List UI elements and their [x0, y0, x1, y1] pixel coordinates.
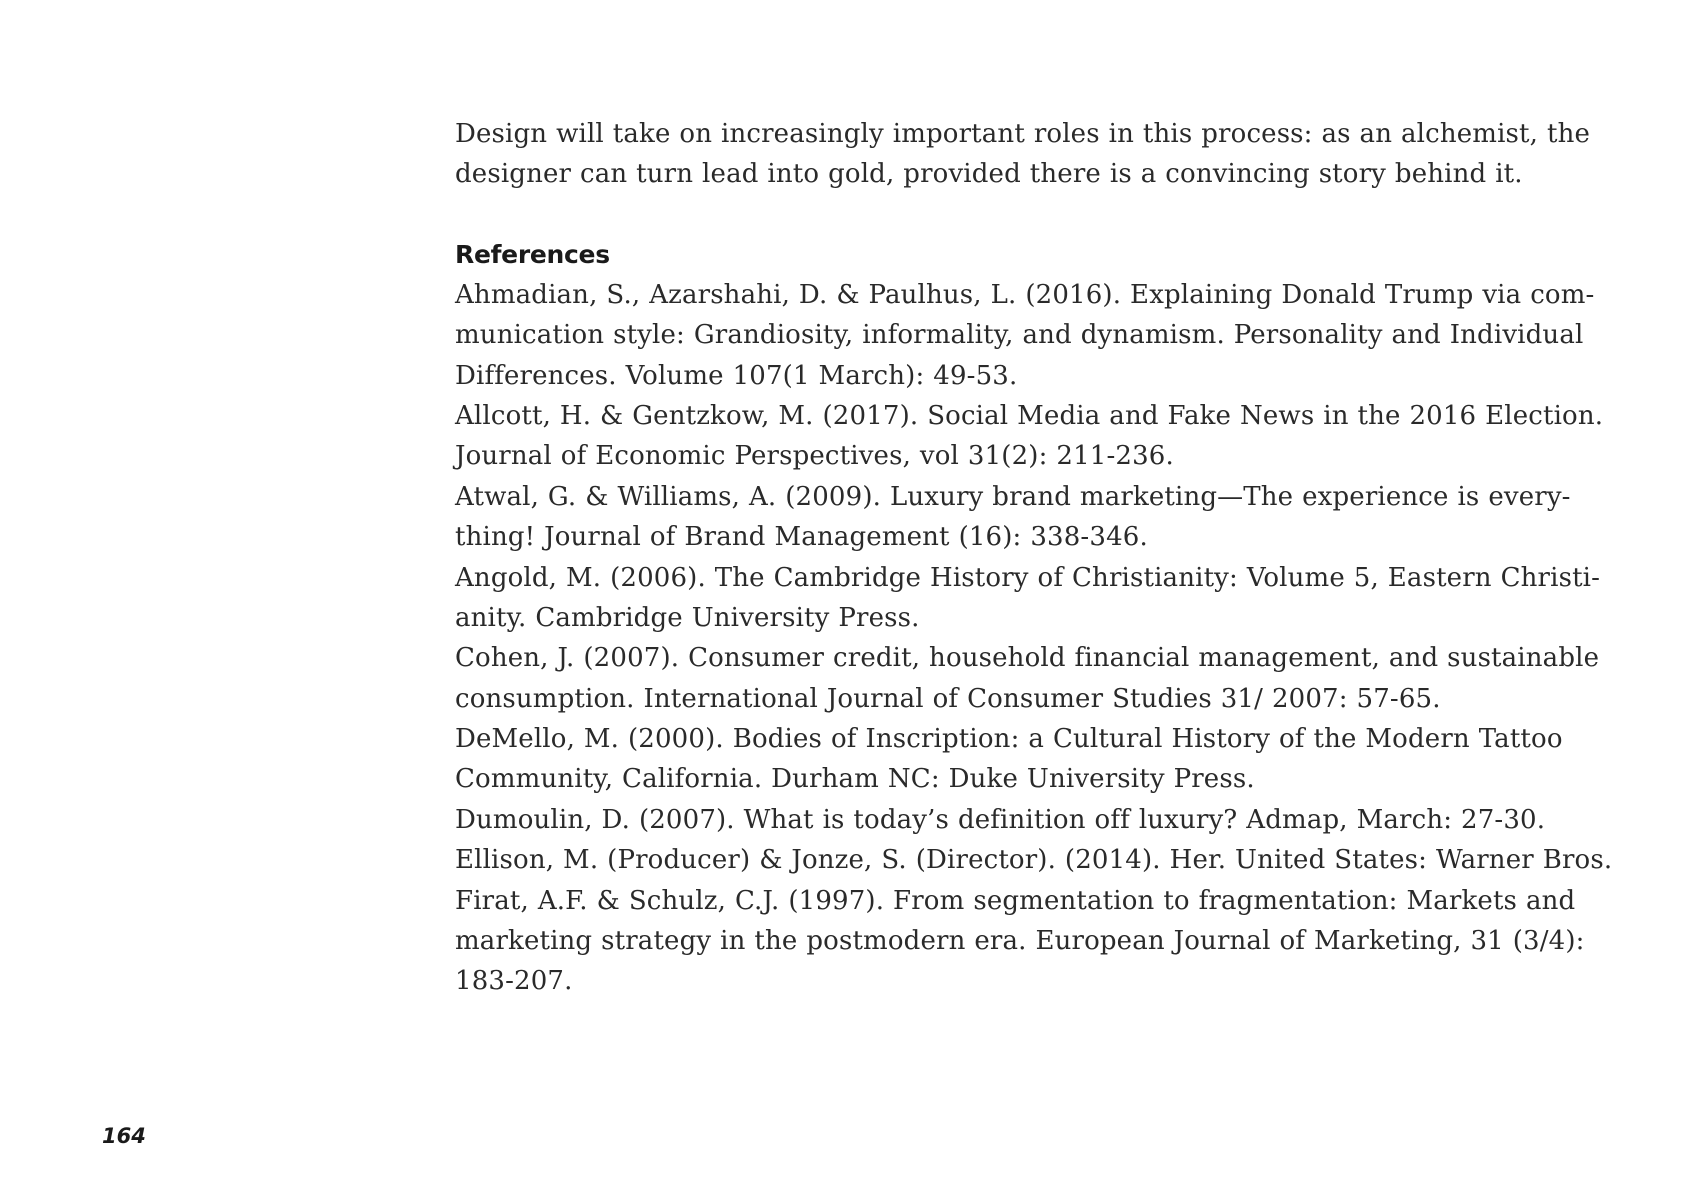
reference-line: consumption. International Journal of Consumer Studies 31/ 2007: 57-65.: [455, 683, 1441, 714]
reference-line: Dumoulin, D. (2007). What is today’s definition off luxury? Admap, March: 27-30.: [455, 804, 1546, 835]
reference-line: thing! Journal of Brand Management (16): 338-346.: [455, 522, 1148, 553]
reference-line: anity. Cambridge University Press.: [455, 602, 920, 633]
reference-line: Differences. Volume 107(1 March): 49-53.: [455, 360, 1018, 391]
reference-line: Firat, A.F. & Schulz, C.J. (1997). From segmentation to fragmentation: Markets and: [455, 885, 1576, 916]
reference-line: marketing strategy in the postmodern era. European Journal of Marketing, 31 (3/4):: [455, 926, 1585, 957]
page-number: 164: [102, 1124, 146, 1148]
reference-line: Allcott, H. & Gentzkow, M. (2017). Social Media and Fake News in the 2016 Election.: [455, 400, 1604, 431]
paragraph-line: Design will take on increasingly important roles in this process: as an alchemist, the: [455, 119, 1590, 149]
references-heading: References: [455, 239, 610, 269]
reference-line: Atwal, G. & Williams, A. (2009). Luxury brand marketing—The experience is every-: [455, 481, 1571, 512]
paragraph-line: designer can turn lead into gold, provided there is a convincing story behind it.: [455, 159, 1523, 190]
reference-line: 183-207.: [455, 966, 573, 997]
reference-line: Journal of Economic Perspectives, vol 31(2): 211-236.: [455, 441, 1174, 472]
reference-line: Community, California. Durham NC: Duke University Press.: [455, 764, 1255, 795]
reference-line: Ahmadian, S., Azarshahi, D. & Paulhus, L. (2016). Explaining Donald Trump via com-: [455, 279, 1595, 310]
reference-line: Cohen, J. (2007). Consumer credit, household financial management, and sustainable: [455, 643, 1600, 674]
main-text-column: [455, 114, 1615, 1002]
reference-line: Ellison, M. (Producer) & Jonze, S. (Director). (2014). Her. United States: Warner Bros.: [455, 845, 1613, 876]
reference-line: Angold, M. (2006). The Cambridge History of Christianity: Volume 5, Eastern Christi-: [455, 562, 1601, 593]
references-list: [455, 275, 1615, 1002]
body-paragraph: [455, 114, 1615, 195]
reference-line: munication style: Grandiosity, informality, and dynamism. Personality and Individual: [455, 320, 1584, 351]
reference-line: DeMello, M. (2000). Bodies of Inscription: a Cultural History of the Modern Tattoo: [455, 724, 1563, 755]
